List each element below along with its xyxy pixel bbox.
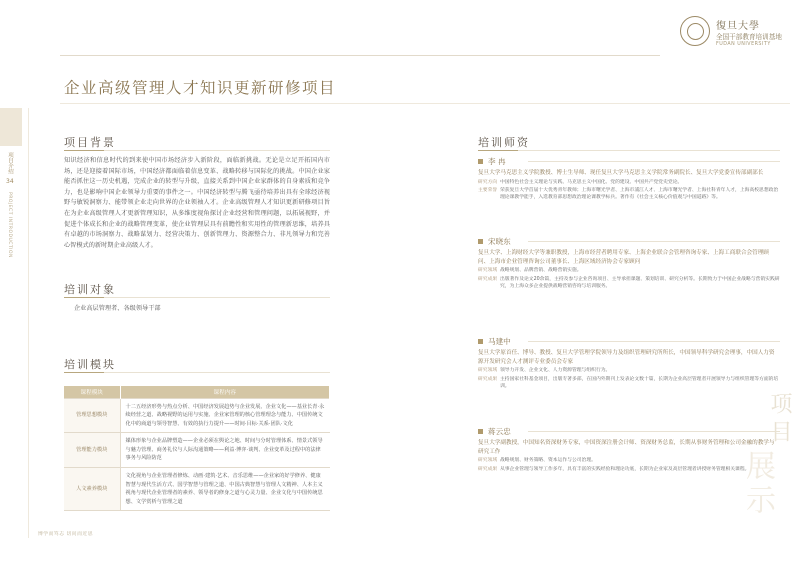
title-divider bbox=[60, 103, 790, 104]
trainer-name: 宋晓东 bbox=[478, 236, 780, 247]
logo-english: FUDAN UNIVERSITY bbox=[716, 42, 771, 47]
module-name: 人文素养模块 bbox=[64, 468, 120, 511]
module-content: 文化视角与企业管理者修炼、动画·建筑·艺术、音乐思维——企业家的好学修养、健康智慧与现代生活方式、国学智慧与管理之道、中国古典智慧与管理人文精神、人本主义视角与现代企业管理者的素养、领导者的修身之道与心灵力量、企业文化与中国传统思想、文学赏析与管理之道 bbox=[120, 468, 330, 511]
page-title: 企业高级管理人才知识更新研修项目 bbox=[64, 79, 337, 97]
audience-rule bbox=[64, 297, 330, 298]
table-header-row bbox=[64, 386, 330, 398]
col-content-header: 课程内容 bbox=[120, 386, 330, 398]
audience-heading: 培训对象 bbox=[64, 283, 116, 296]
logo-name: 復旦大學 bbox=[716, 21, 760, 32]
decorative-text-a: 项目 bbox=[767, 392, 792, 448]
background-heading: 项目背景 bbox=[64, 136, 116, 149]
trainer-field: 研究成果 出版著作及论文20余篇，主持及参与企业咨询项目、主导承担课题、策划培训、研究分析等。长期致力于中国企业战略与营销实践研究，为上海众多企业提供战略营销咨询与培训服务。 bbox=[478, 276, 780, 289]
trainer-name: 马建中 bbox=[478, 336, 780, 347]
table-row bbox=[64, 468, 330, 511]
module-content: 十二五经济形势与热点分析、中国经济发展趋势与企业发展、企业文化——基业长青·永续经营之道、战略视野的运用与实施、企业家管理的核心管理理念与能力、中国传统文化中的商道与领导智慧、有效的执行力提升——时间·目标·关系·团队·文化 bbox=[120, 398, 330, 433]
trainer-field: 研究领域 战略规划、财务策略、资本运作与公司治理。 bbox=[478, 458, 596, 464]
trainers-heading: 培训师资 bbox=[478, 136, 530, 149]
modules-table bbox=[64, 386, 330, 511]
trainer-title: 复旦大学马克思主义学院教授、博士生导师、现任复旦大学马克思主义学院常务副院长、复旦大学党委宣传部副部长 bbox=[478, 170, 764, 176]
side-tab-bar bbox=[0, 108, 22, 146]
trainer-name: 蒋云忠 bbox=[478, 426, 780, 437]
top-divider bbox=[60, 55, 660, 56]
page-number: 34 bbox=[6, 178, 14, 185]
modules-rule bbox=[64, 372, 330, 373]
col-module-header: 课程模块 bbox=[64, 386, 120, 398]
side-tab-caption: PROJECT INTRODUCTION bbox=[7, 192, 12, 258]
trainer-field: 研究领域 战略规划、品牌营销、战略营销实施。 bbox=[478, 268, 582, 274]
trainer-field: 研究领域 领导力开发、企业文化、人力资源管理与组织行为。 bbox=[478, 368, 611, 374]
trainers-rule bbox=[478, 150, 780, 151]
trainer-title: 复旦大学副教授，中国知名资深财务专家，中国资深注册会计师、资深财务总监，长期从事财务管理和公司金融的教学与研究工作 bbox=[478, 440, 775, 455]
side-tab-label: 项目介绍 bbox=[7, 152, 13, 174]
audience-text: 企业高层管理者、各级领导干部 bbox=[74, 305, 161, 312]
trainer-name: 李 冉 bbox=[478, 156, 780, 167]
trainer-field: 主要荣誉 荣获复旦大学首届十大优秀青年教师；上海市曙光学者、上海市浦江人才、上海市曙光学者、上海社科青年人才，上海高校思想政治理论课教学能手，入选教育部思想政治理论课教学标兵。著作有《社会主义核心价值观与中国道路》等。 bbox=[478, 188, 779, 201]
trainer-field: 研究成果 从事企业管理与领导工作多年，具有丰富的实践经验和理论功底，长期为企业家及高层管理者讲授财务管理相关课程。 bbox=[478, 466, 750, 472]
footer-motto: 博学而笃志 切问而近思 bbox=[38, 532, 93, 537]
trainer-card bbox=[478, 336, 780, 390]
side-divider bbox=[28, 108, 29, 538]
table-row bbox=[64, 398, 330, 433]
trainer-card bbox=[478, 236, 780, 290]
university-seal-icon bbox=[680, 16, 710, 46]
module-name: 管理思想模块 bbox=[64, 398, 120, 433]
trainer-field: 研究方向 中国特色社会主义理论与实践、马克思主义中国化、党的建设、中国共产党党史党论。 bbox=[478, 179, 683, 185]
trainer-card bbox=[478, 156, 780, 202]
trainer-title: 复旦大学、上海财经大学等兼职教授，上海市经营者聘用专家、上海企业联合会管理咨询专家、上海工商联合会管理顾问、上海市企业管理咨询公司董事长、上海区域经济协会专家顾问 bbox=[478, 250, 769, 265]
background-text: 知识经济和信息时代的到来使中国市场经济步入新阶段，面临新挑战。无论是立足开拓国内市场，还是迎接着国际市场，中国经济都面临着信息变革、战略转移与国际化的挑战。中国企业家能否抓住这一历史机遇，完成企业的转型与升级，直接关系到中国企业家群体的自身素质和竞争力，也是影响中国企业领导力重要的事件之一。中国经济转型与腾飞亟待培养出具有全球经济视野与敏锐洞察力、能带领企业走向世界的企业领袖人才。企业高级管理人才知识更新研修项目旨在为企业高级管理人才更新管理知识，从多维度视角探讨企业经营和管理问题，以拓展视野，并促进个体成长和企业的战略管理变革，使企业管理层具有前瞻性和实用性的管理新思维，培养具有卓越的市场洞察力、战略谋划力、经营决策力、创新管理力、资源整合力、非凡领导力和完善心智模式的新时期企业高级人才。 bbox=[64, 157, 330, 249]
module-name: 管理能力模块 bbox=[64, 433, 120, 468]
decorative-text-b: 展示 bbox=[740, 450, 775, 518]
logo-subtitle: 全国干部教育培训基地 bbox=[716, 33, 782, 41]
university-logo bbox=[680, 16, 790, 56]
background-rule bbox=[64, 150, 330, 151]
trainer-title: 复旦大学原首任、博导、教授、复旦大学管理学院领导力及组织管理研究所所长，中国领导科学研究会理事，中国人力资源开发研究会人才测评专业委员会专家 bbox=[478, 350, 775, 365]
side-tab bbox=[0, 108, 22, 268]
table-row bbox=[64, 433, 330, 468]
trainer-field: 研究成果 主持国家社科基金项目，出版专著多部，在国内外期刊上发表论文数十篇，长期为企业高层管理者开展领导力与组织管理等方面的培训。 bbox=[478, 376, 779, 389]
modules-heading: 培训模块 bbox=[64, 358, 116, 371]
module-content: 媒体形象与企业品牌塑造——企业必须在舆论之地、时间与分时管理体系、情景式领导与魅力管理、商务礼仪与人际沟通策略——利益·博弈·谈判、企业变革及过程中的法律事务与风险防范 bbox=[120, 433, 330, 468]
